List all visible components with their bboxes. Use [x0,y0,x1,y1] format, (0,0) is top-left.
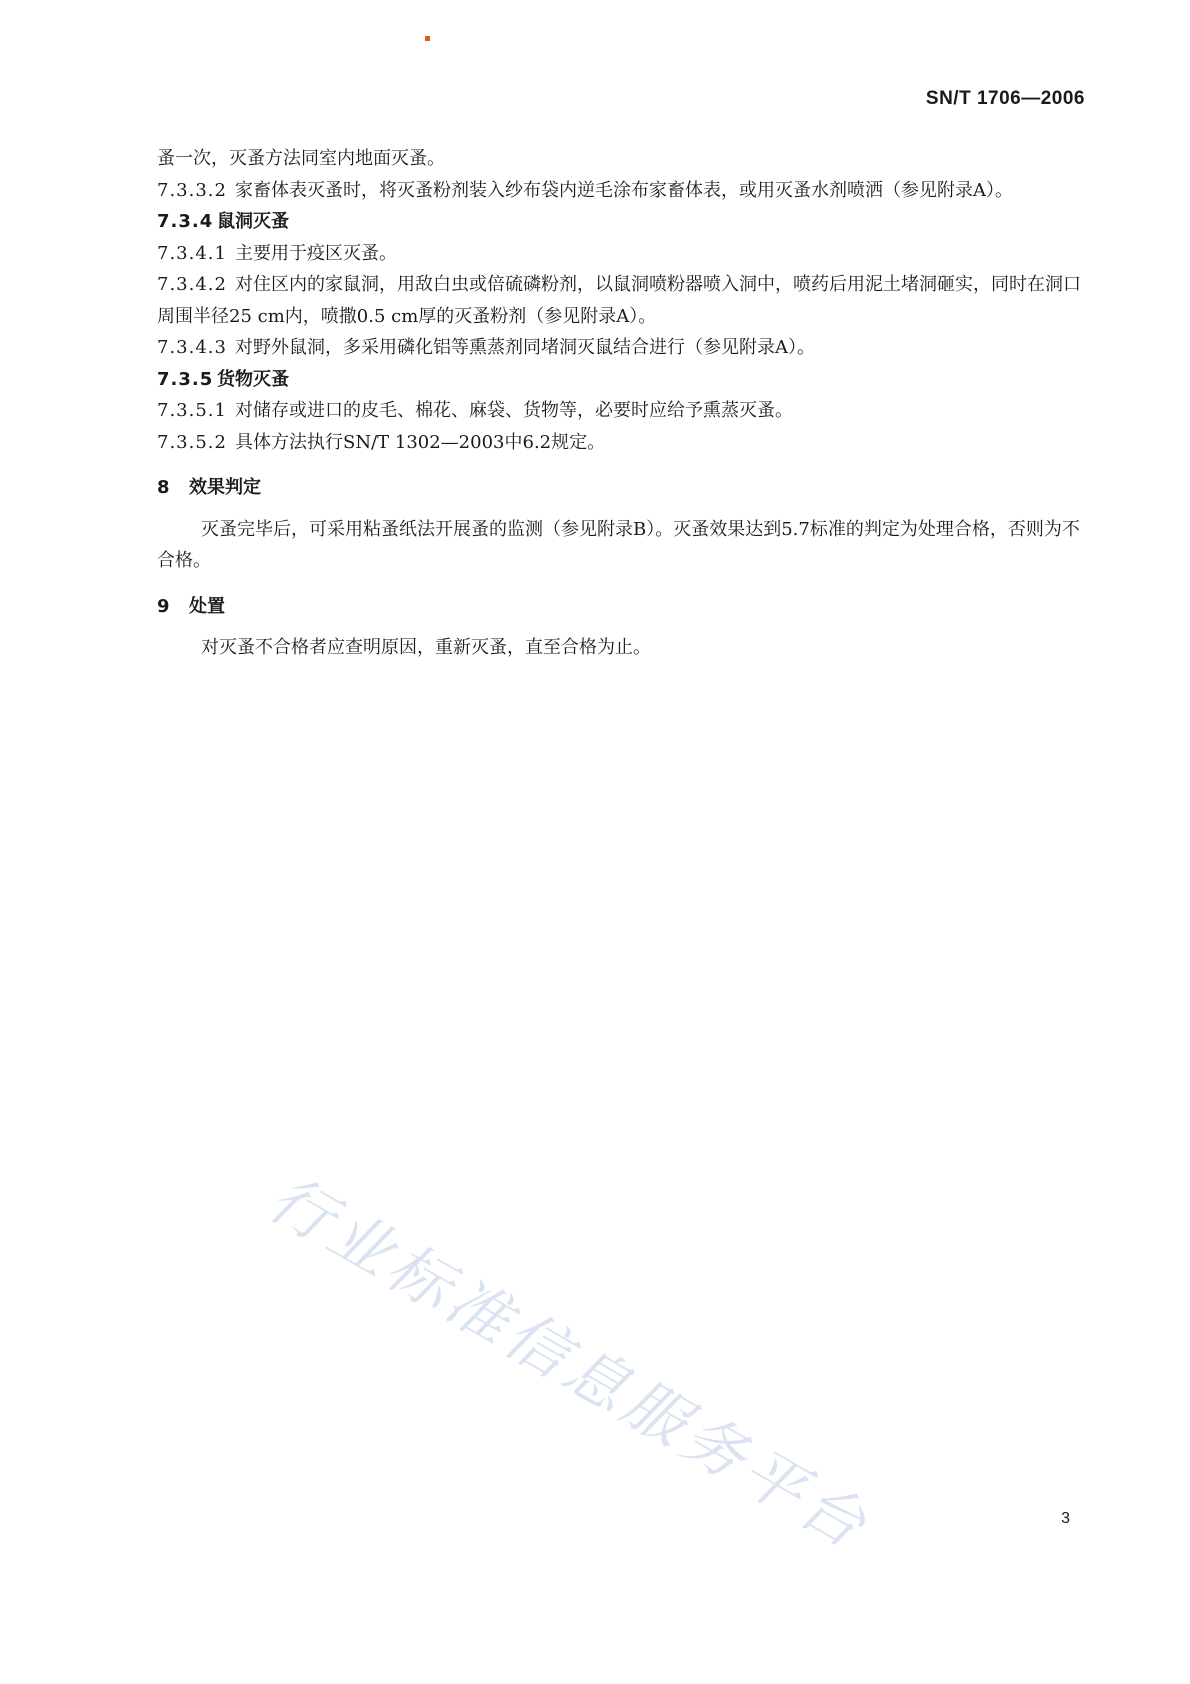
clause-7-3-5-1 [157,395,1087,427]
clause-7-3-4 [157,206,1087,238]
clause-7-3-3-2 [157,175,1087,207]
clause-title: 鼠洞灭蚤 [217,211,289,232]
clause-number: 7.3.3.2 [157,179,227,201]
section-8-paragraph: 灭蚤完毕后，可采用粘蚤纸法开展蚤的监测（参见附录B）。灭蚤效果达到5.7标准的判定为处理合格，否则为不合格。 [157,518,1080,571]
section-title: 效果判定 [189,477,261,498]
clause-text: 对住区内的家鼠洞，用敌白虫或倍硫磷粉剂，以鼠洞喷粉器喷入洞中，喷药后用泥土堵洞砸实，同时在洞口周围半径25 cm内，喷撒0.5 cm厚的灭蚤粉剂（参见附录A）。 [157,274,1081,327]
clause-number: 7.3.5.2 [157,431,227,453]
section-9-paragraph: 对灭蚤不合格者应查明原因，重新灭蚤，直至合格为止。 [201,637,651,658]
clause-text: 对储存或进口的皮毛、棉花、麻袋、货物等，必要时应给予熏蒸灭蚤。 [235,400,793,421]
section-8-heading [157,472,1087,504]
watermark: 行业标准信息服务平台 [257,1161,883,1565]
document-body [157,143,1087,664]
clause-text: 家畜体表灭蚤时，将灭蚤粉剂装入纱布袋内逆毛涂布家畜体表，或用灭蚤水剂喷洒（参见附录A）。 [235,179,1013,201]
clause-number: 7.3.4.3 [157,337,227,358]
clause-7-3-4-3 [157,332,1087,364]
clause-text: 主要用于疫区灭蚤。 [235,242,397,264]
page-number: 3 [1061,1510,1070,1527]
clause-number: 7.3.4 [157,211,214,232]
clause-number: 7.3.5.1 [157,400,227,421]
clause-number: 7.3.4.2 [157,274,227,295]
clause-title: 货物灭蚤 [217,368,289,390]
clause-7-3-5-2 [157,427,1087,459]
section-number: 8 [157,477,170,498]
section-9-heading [157,591,1087,623]
clause-number: 7.3.4.1 [157,242,227,264]
clause-text: 具体方法执行SN/T 1302—2003中6.2规定。 [235,431,606,453]
section-title: 处置 [189,595,225,617]
clause-number: 7.3.5 [157,368,214,390]
clause-text: 对野外鼠洞，多采用磷化铝等熏蒸剂同堵洞灭鼠结合进行（参见附录A）。 [235,337,815,358]
section-number: 9 [157,595,170,617]
clause-7-3-5 [157,364,1087,396]
clause-7-3-4-2 [157,269,1087,332]
clause-7-3-4-1 [157,238,1087,270]
standard-number: SN/T 1706—2006 [925,88,1085,109]
text-line: 蚤一次，灭蚤方法同室内地面灭蚤。 [157,148,445,169]
orange-mark [425,36,430,41]
